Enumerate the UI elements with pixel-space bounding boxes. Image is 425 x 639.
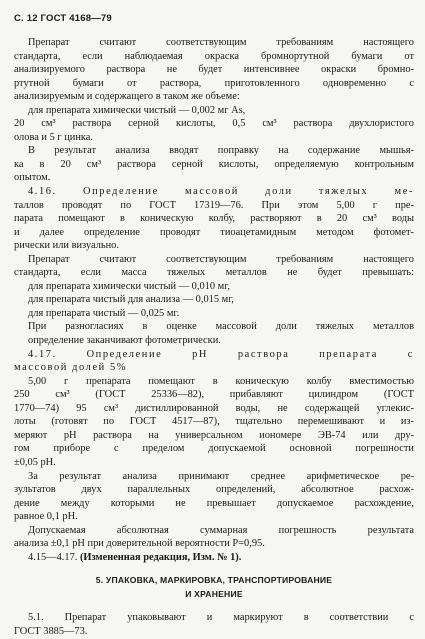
text-line: стандарта, если наблюдаемая окраска бромнортутной бумаги от [14,50,414,62]
text-line: стандарта, если масса тяжелых металлов не будет превышать: [14,267,414,279]
text-line: 5.1. Препарат упаковывают и маркируют в соответствии с [28,612,414,624]
text-line: ГОСТ 3885—73. [14,625,88,637]
text-line: олова и 5 г цинка. [14,131,94,143]
text-line: анализа ±0,1 pH при доверительной вероятности P=0,95. [14,538,265,550]
text-line: для препарата химически чистый — 0,010 мг, [28,280,230,292]
text-line: Допускаемая абсолютная суммарная погрешность результата [28,524,414,536]
text-line: зультатов двух параллельных определений, абсолютное расхож- [14,484,414,496]
text-line: равное 0,1 pH. [14,511,78,523]
text-line: При разногласиях в оценке массовой доли тяжелых металлов [28,321,414,333]
text-line: За результат анализа принимают среднее арифметическое ре- [28,470,414,482]
text-line: ±0,05 pH. [14,456,56,468]
section-heading-line: 4.16. Определение массовой доли тяжелых ме- [28,186,414,198]
text-line: анализируемого раствора не будет интенсивнее окраски бромно- [14,64,414,76]
text-line: гом приборе с пределом допускаемой основной погрешности [14,443,414,455]
text-line: ка в 20 см³ раствора серной кислоты, определяемую контрольным [14,158,414,170]
text-line: парата помещают в коническую колбу, растворяют в 20 см³ воды [14,213,414,225]
page-header: С. 12 ГОСТ 4168—79 [14,13,112,24]
text-line: для препарата чистый для анализа — 0,015 мг, [28,294,234,306]
text-line: меряют pH раствора на универсальном иономере ЭВ-74 или дру- [14,429,414,441]
amendment-note: 4.15—4.17. (Измененная редакция, Изм. № 1). [28,551,242,563]
text-line: таллов проводят по ГОСТ 17319—76. При этом 5,00 г пре- [14,199,414,211]
text-line: 1770—74) 95 см³ дистиллированной воды, не содержащей углекис- [14,402,414,414]
section-heading-line: 4.17. Определение pH раствора препарата с [28,348,414,360]
text-line: для препарата химически чистый — 0,002 мг As, [28,104,246,116]
text-line: анализируемым и содержащего в таком же объеме: [14,91,240,103]
text-line: рически или визуально. [14,240,119,252]
section-title: 5. УПАКОВКА, МАРКИРОВКА, ТРАНСПОРТИРОВАНИЕ [95,575,333,586]
text-line: 20 см³ раствора серной кислоты, 0,5 см³ раствора двухлористого [14,118,414,130]
text-line: опытом. [14,172,51,184]
text-line: для препарата чистый — 0,025 мг. [28,307,180,319]
section-title: И ХРАНЕНИЕ [185,588,243,599]
text-line: ртутной бумаги от раствора, приготовленного одновременно с [14,77,414,89]
text-line: лоты (готовят по ГОСТ 4517—87), тщательно перемешивают и из- [14,416,414,428]
text-line: и далее определение проводят тиоацетамидным методом фотомет- [14,226,414,238]
text-line: Препарат считают соответствующим требованиям настоящего [28,253,414,265]
text-line: 5,00 г препарата помещают в коническую колбу вместимостью [28,375,414,387]
text-line: определение заканчивают фотометрически. [28,335,221,347]
text-line: В результат анализа вводят поправку на содержание мышья- [28,145,414,157]
text-line: Препарат считают соответствующим требованиям настоящего [28,37,414,48]
document-body [14,36,414,639]
amendment-emphasis: (Измененная редакция, Изм. № 1). [79,551,242,563]
text-line: 250 см³ (ГОСТ 25336—82), прибавляют цилиндром (ГОСТ [14,389,414,401]
text-line: дение между которыми не превышает допускаемое расхождение, [14,497,414,509]
section-heading-line: массовой долей 5% [14,362,128,374]
